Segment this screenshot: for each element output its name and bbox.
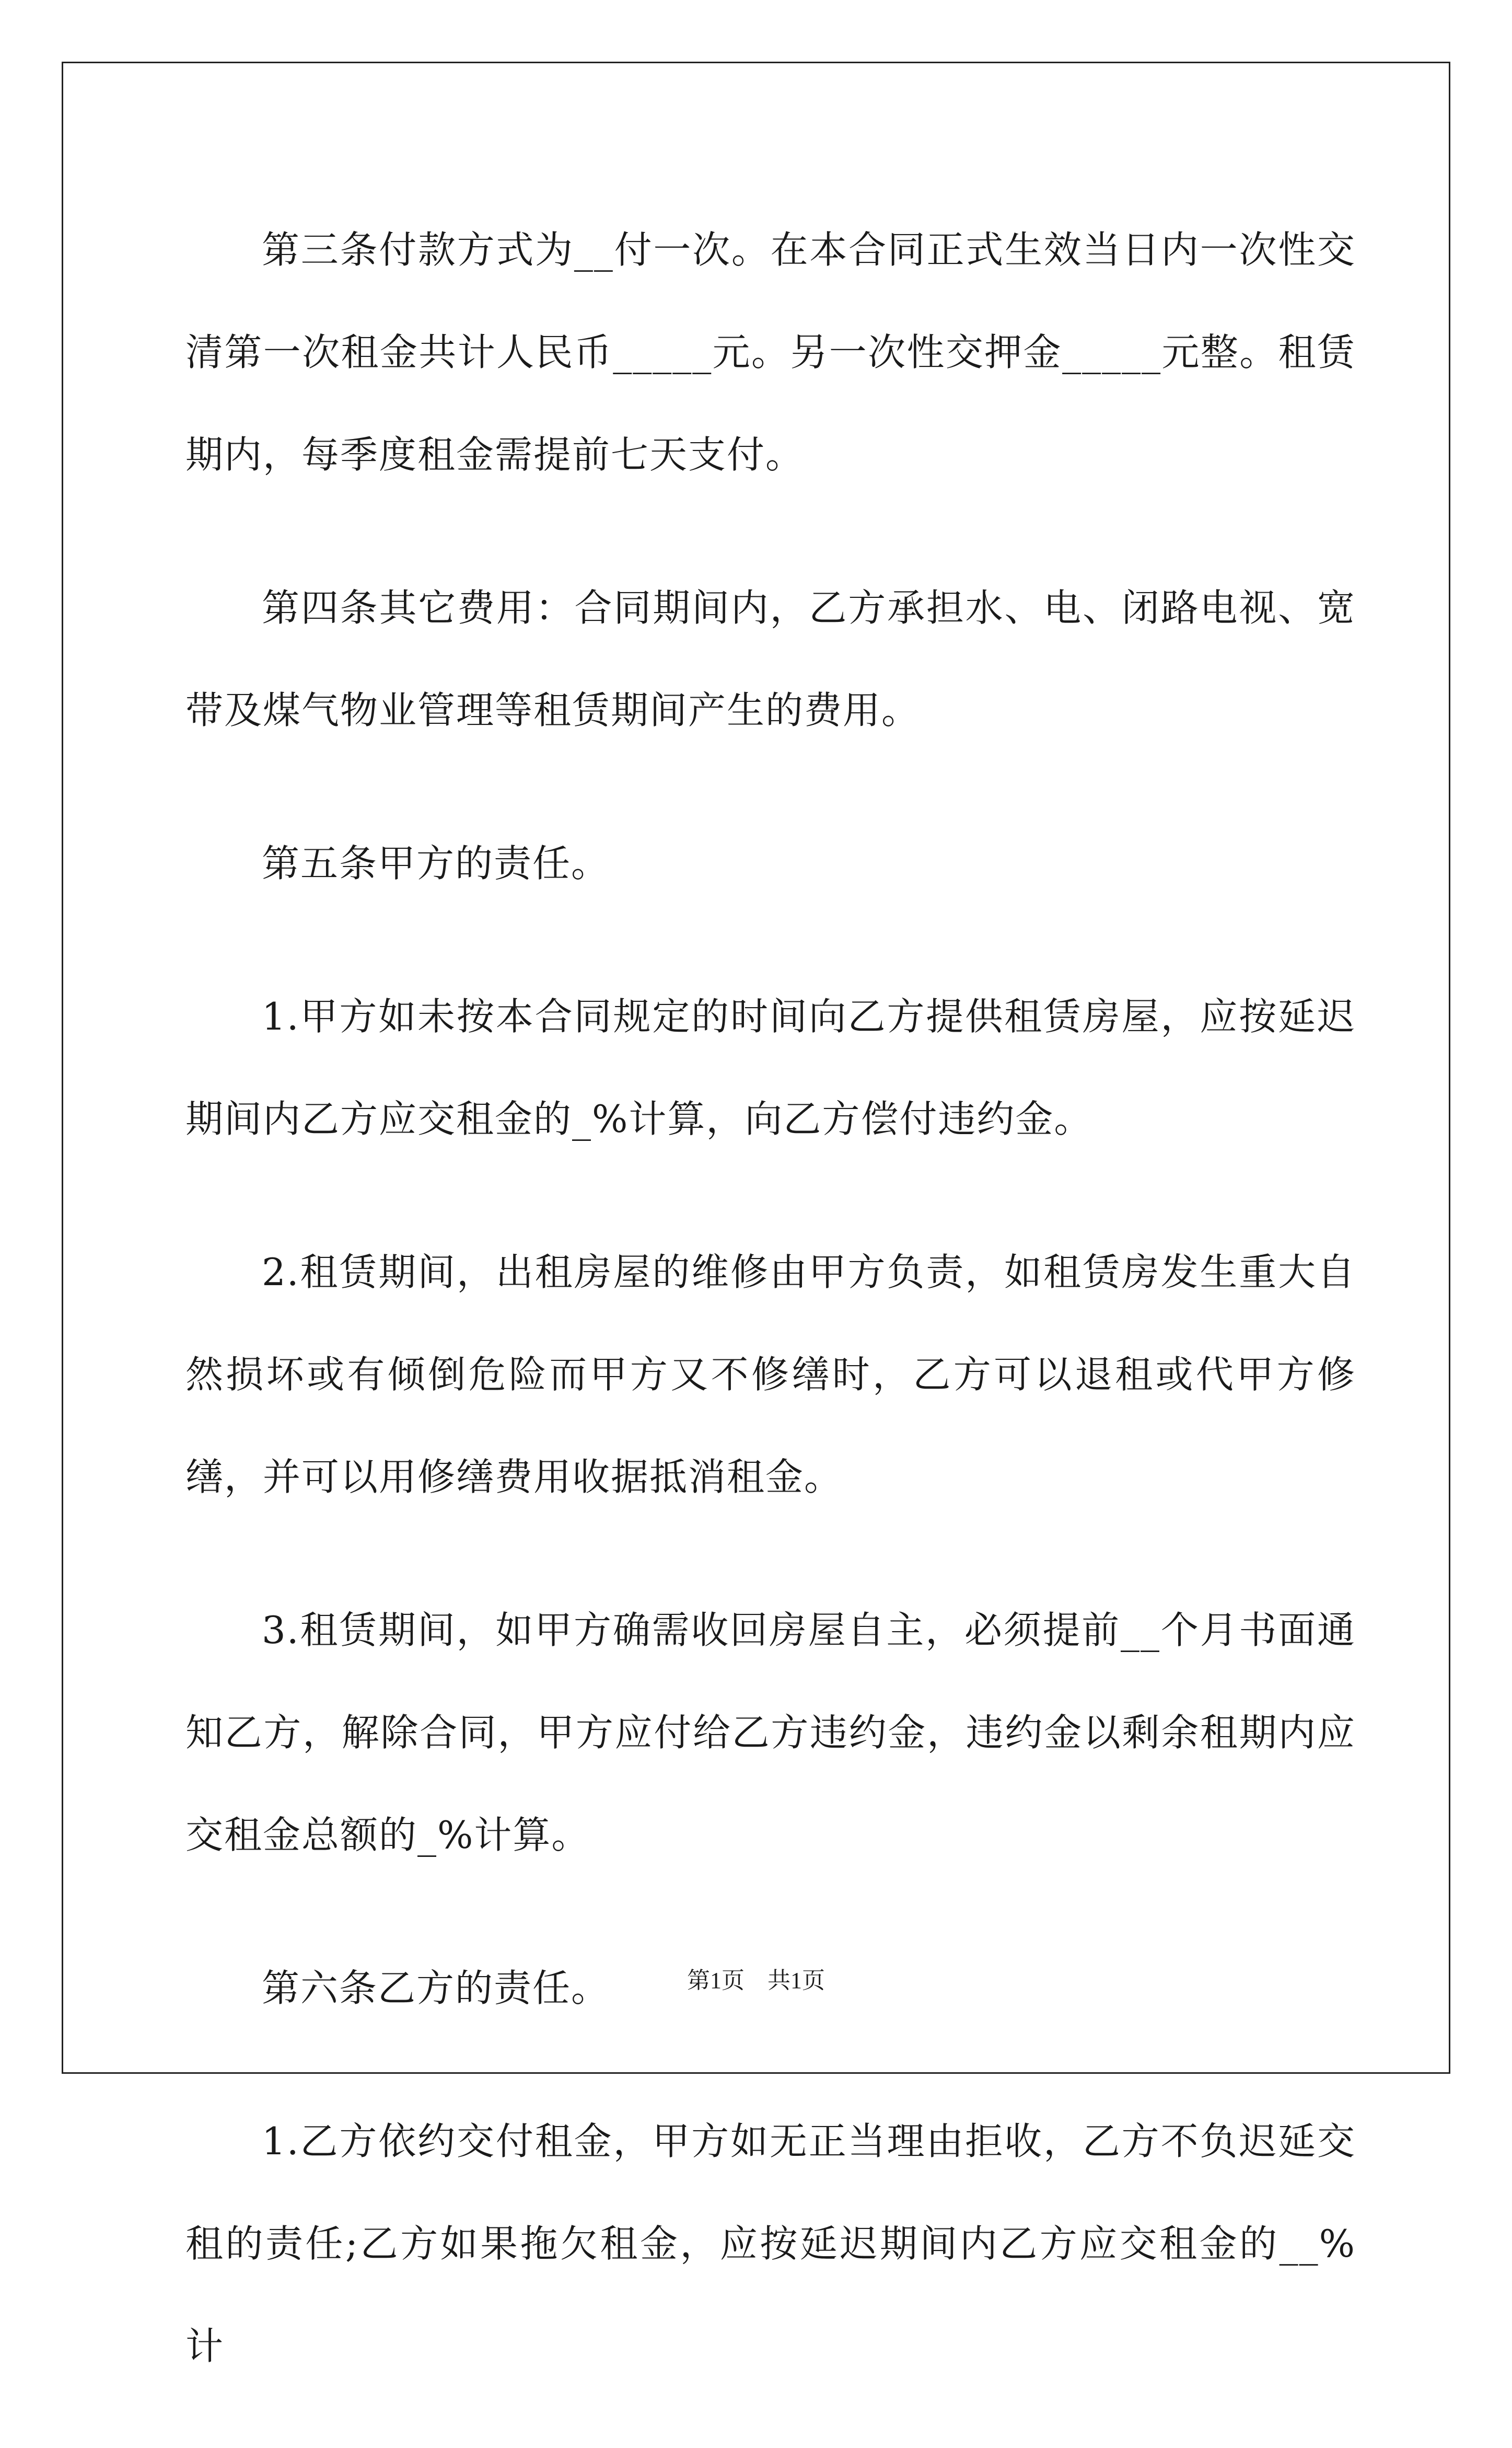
paragraph-article-4: 第四条其它费用：合同期间内，乙方承担水、电、闭路电视、宽带及煤气物业管理等租赁期间产生的费用。 (185, 586, 1356, 732)
paragraph-article-5: 第五条甲方的责任。 (262, 841, 610, 885)
page-footer: 第1页 共1页 (687, 1968, 825, 1993)
paragraph-article-6: 第六条乙方的责任。 (262, 1966, 610, 2010)
paragraph-article-5-item-3: 3.租赁期间，如甲方确需收回房屋自主，必须提前__个月书面通知乙方，解除合同，甲方应付给乙方违约金，违约金以剩余租期内应交租金总额的_%计算。 (185, 1608, 1356, 1857)
paragraph-article-6-item-1: 1.乙方依约交付租金，甲方如无正当理由拒收，乙方不负迟延交租的责任;乙方如果拖欠租金，应按延迟期间内乙方应交租金的__%计 (185, 2119, 1356, 2368)
paragraph-article-5-item-1: 1.甲方如未按本合同规定的时间向乙方提供租赁房屋，应按延迟期间内乙方应交租金的_%计算，向乙方偿付违约金。 (185, 995, 1356, 1141)
paragraph-article-5-item-2: 2.租赁期间，出租房屋的维修由甲方负责，如租赁房发生重大自然损坏或有倾倒危险而甲方又不修缮时，乙方可以退租或代甲方修缮，并可以用修缮费用收据抵消租金。 (185, 1250, 1356, 1499)
paragraph-article-3: 第三条付款方式为__付一次。在本合同正式生效当日内一次性交清第一次租金共计人民币_____元。另一次性交押金_____元整。租赁期内，每季度租金需提前七天支付。 (185, 228, 1356, 477)
document-body (185, 199, 1356, 2448)
